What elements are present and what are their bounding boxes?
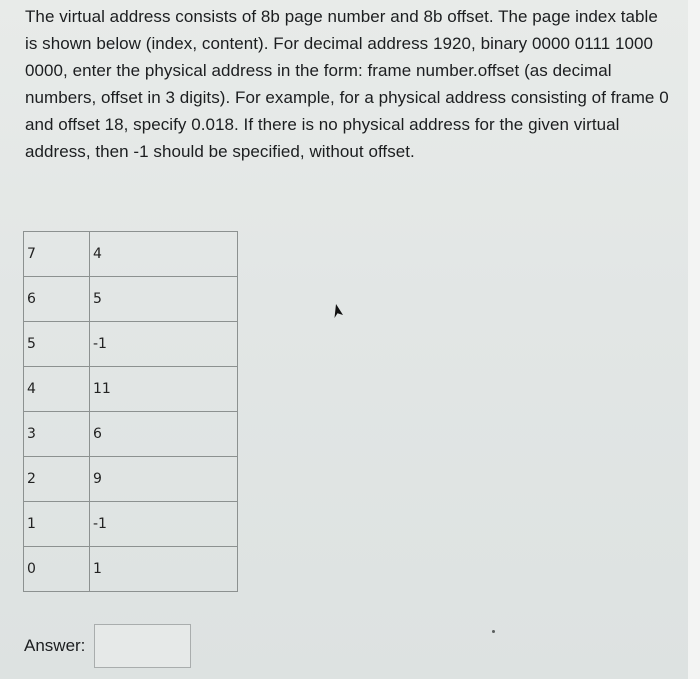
table-cell-index: 4 xyxy=(24,367,90,412)
table-row xyxy=(24,412,238,457)
table-row xyxy=(24,547,238,592)
question-text: The virtual address consists of 8b page number and 8b offset. The page index table is shown below (index, content). For decimal address 1920, binary 0000 0111 1000 0000, enter the physical address in the form: frame number.offset (as decimal numbers, offset in 3 digits). For example, for a physical address consisting of frame 0 and offset 18, specify 0.018. If there is no physical address for the given virtual address, then -1 should be specified, without offset. xyxy=(25,7,669,161)
answer-label: Answer: xyxy=(24,636,86,655)
table-cell-content: 4 xyxy=(90,232,238,277)
table-cell-index: 1 xyxy=(24,502,90,547)
table-row xyxy=(24,457,238,502)
table-cell-index: 6 xyxy=(24,277,90,322)
table-cell-content: -1 xyxy=(90,502,238,547)
table-cell-content: 9 xyxy=(90,457,238,502)
table-cell-index: 2 xyxy=(24,457,90,502)
table-row xyxy=(24,277,238,322)
table-cell-index: 7 xyxy=(24,232,90,277)
answer-input[interactable] xyxy=(94,624,191,668)
table-cell-content: 6 xyxy=(90,412,238,457)
table-cell-content: -1 xyxy=(90,322,238,367)
table-cell-content: 5 xyxy=(90,277,238,322)
table-cell-index: 5 xyxy=(24,322,90,367)
table-row xyxy=(24,367,238,412)
table-cell-content: 1 xyxy=(90,547,238,592)
page-edge xyxy=(688,0,700,679)
table-row xyxy=(24,232,238,277)
table-cell-content: 11 xyxy=(90,367,238,412)
table-cell-index: 3 xyxy=(24,412,90,457)
table-row xyxy=(24,502,238,547)
dust-speck xyxy=(492,630,495,633)
table-cell-index: 0 xyxy=(24,547,90,592)
mouse-pointer-icon xyxy=(328,303,344,319)
table-row xyxy=(24,322,238,367)
page-index-table xyxy=(23,231,238,592)
